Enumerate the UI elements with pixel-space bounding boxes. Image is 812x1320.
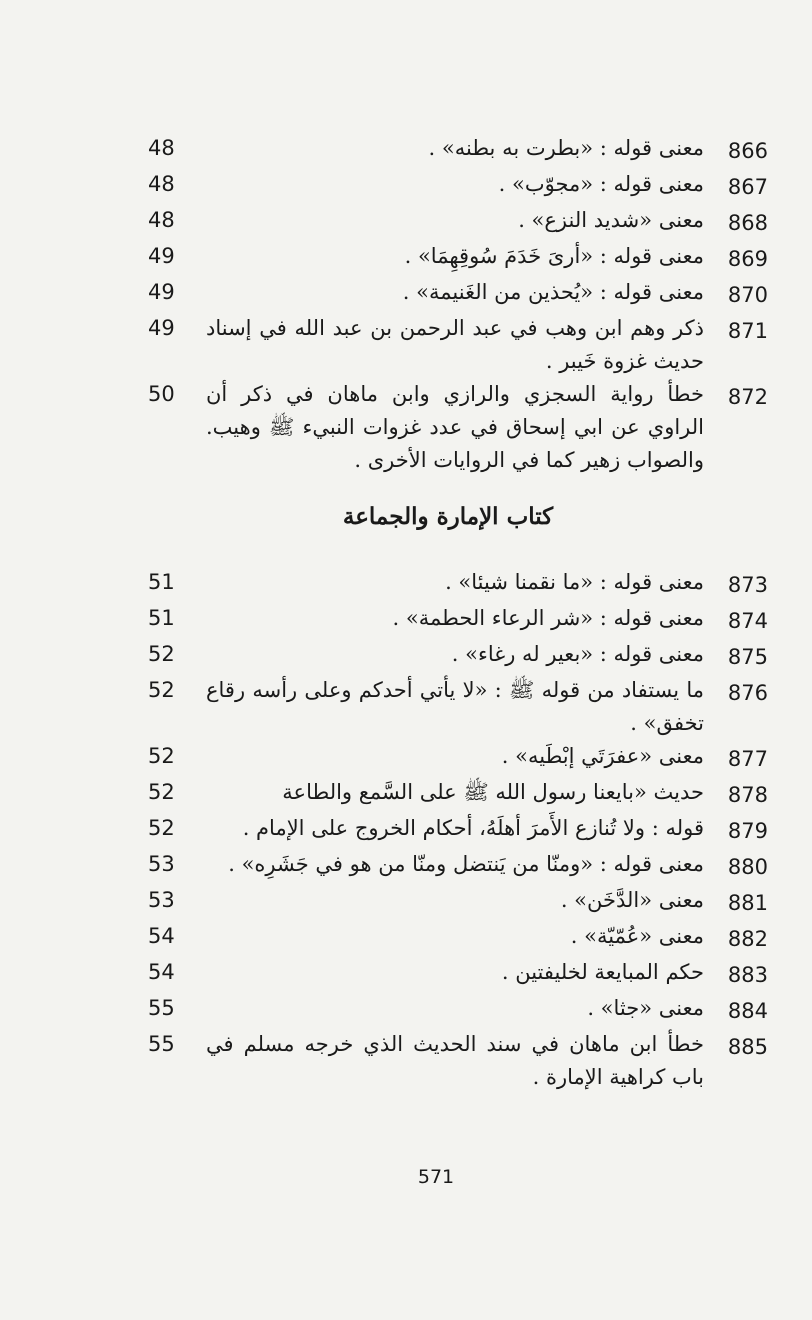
entry-page-ref: 51 (148, 606, 175, 630)
entry-text: معنى قوله : «شر الرعاء الحطمة» . (392, 606, 704, 630)
entry-text: خطأ رواية السجزي والرازي وابن ماهان في ذكر أن الراوي عن ابي إسحاق في عدد غزوات النبيء ﷺ وهيب. والصواب زهير كما في الروايات الأخرى . (206, 382, 704, 472)
index-entry (148, 956, 768, 992)
entry-page-ref: 49 (148, 244, 175, 268)
index-entry (148, 776, 768, 812)
page-number: 571 (417, 1166, 455, 1188)
entry-number: 877 (727, 747, 768, 771)
index-entry (148, 884, 768, 920)
entry-text: ذكر وهم ابن وهب في عبد الرحمن بن عبد الله في إسناد حديث غزوة خَيبر . (206, 316, 704, 373)
index-entry (148, 240, 768, 276)
entry-text: حديث «بايعنا رسول الله ﷺ على السَّمع والطاعة (282, 780, 704, 804)
entry-number: 872 (727, 385, 768, 409)
index-entry (148, 168, 768, 204)
entry-number: 867 (727, 175, 768, 199)
entry-number: 866 (727, 139, 768, 163)
entry-text: معنى قوله : «ما نقمنا شيئا» . (445, 570, 704, 594)
index-entry (148, 566, 768, 602)
entry-number: 879 (727, 819, 768, 843)
index-entry (148, 132, 768, 168)
index-entry (148, 812, 768, 848)
entry-number: 876 (727, 681, 768, 705)
entry-number: 880 (727, 855, 768, 879)
index-entry (148, 1028, 768, 1094)
section-title: كتاب الإمارة والجماعة (342, 503, 554, 530)
index-entry (148, 276, 768, 312)
entry-number: 874 (727, 609, 768, 633)
index-entry (148, 674, 768, 740)
index-entry (148, 312, 768, 378)
entry-number: 883 (727, 963, 768, 987)
entry-number: 871 (727, 319, 768, 343)
entry-page-ref: 54 (148, 960, 175, 984)
entry-text: معنى قوله : «بعير له رغاء» . (451, 642, 704, 666)
index-entry (148, 378, 768, 477)
entry-number: 884 (727, 999, 768, 1023)
entry-text: قوله : ولا تُنازع الأَمرَ أهلَهُ، أحكام الخروج على الإمام . (242, 816, 704, 840)
entry-number: 873 (727, 573, 768, 597)
index-entry (148, 204, 768, 240)
entry-number: 881 (727, 891, 768, 915)
entry-number: 868 (727, 211, 768, 235)
index-entry (148, 920, 768, 956)
entry-text: معنى «جثا» . (587, 996, 704, 1020)
entry-text: معنى قوله : «أرىَ خَدَمَ سُوقِهِمَا» . (404, 244, 704, 268)
entry-page-ref: 52 (148, 816, 175, 840)
index-entry (148, 740, 768, 776)
entry-page-ref: 52 (148, 780, 175, 804)
entry-number: 875 (727, 645, 768, 669)
index-entry (148, 992, 768, 1028)
entry-text: معنى قوله : «ومنّا من يَنتضل ومنّا من هو في جَشَرِه» . (228, 852, 704, 876)
entry-text: خطأ ابن ماهان في سند الحديث الذي خرجه مسلم في باب كراهية الإمارة . (206, 1032, 704, 1089)
entry-page-ref: 53 (148, 888, 175, 912)
entry-page-ref: 48 (148, 136, 175, 160)
entry-number: 869 (727, 247, 768, 271)
entry-text: حكم المبايعة لخليفتين . (501, 960, 704, 984)
entry-text: معنى «عفرَتَي إبْطَيه» . (501, 744, 704, 768)
entry-page-ref: 53 (148, 852, 175, 876)
entry-text: معنى «الدَّخَن» . (560, 888, 704, 912)
entry-text: معنى قوله : «بطرت به بطنه» . (428, 136, 704, 160)
entry-page-ref: 55 (148, 1032, 175, 1056)
entry-text: معنى «عُمّيّة» . (570, 924, 704, 948)
entry-text: معنى «شديد النزع» . (518, 208, 704, 232)
entry-page-ref: 51 (148, 570, 175, 594)
entry-page-ref: 48 (148, 208, 175, 232)
index-entries-part1 (148, 132, 768, 477)
index-entry (148, 848, 768, 884)
entry-text: معنى قوله : «مجوّب» . (498, 172, 704, 196)
entry-page-ref: 52 (148, 744, 175, 768)
entry-page-ref: 54 (148, 924, 175, 948)
entry-number: 885 (727, 1035, 768, 1059)
entry-number: 878 (727, 783, 768, 807)
index-entry (148, 638, 768, 674)
index-entry (148, 602, 768, 638)
entry-text: ما يستفاد من قوله ﷺ : «لا يأتي أحدكم وعلى رأسه رقاع تخفق» . (206, 678, 704, 735)
entry-number: 870 (727, 283, 768, 307)
entry-page-ref: 52 (148, 642, 175, 666)
entry-page-ref: 50 (148, 382, 175, 406)
entry-text: معنى قوله : «يُحذين من الغَنيمة» . (402, 280, 704, 304)
entry-page-ref: 55 (148, 996, 175, 1020)
entry-page-ref: 49 (148, 280, 175, 304)
index-entries-part2 (148, 566, 768, 1094)
entry-number: 882 (727, 927, 768, 951)
entry-page-ref: 48 (148, 172, 175, 196)
entry-page-ref: 52 (148, 678, 175, 702)
entry-page-ref: 49 (148, 316, 175, 340)
